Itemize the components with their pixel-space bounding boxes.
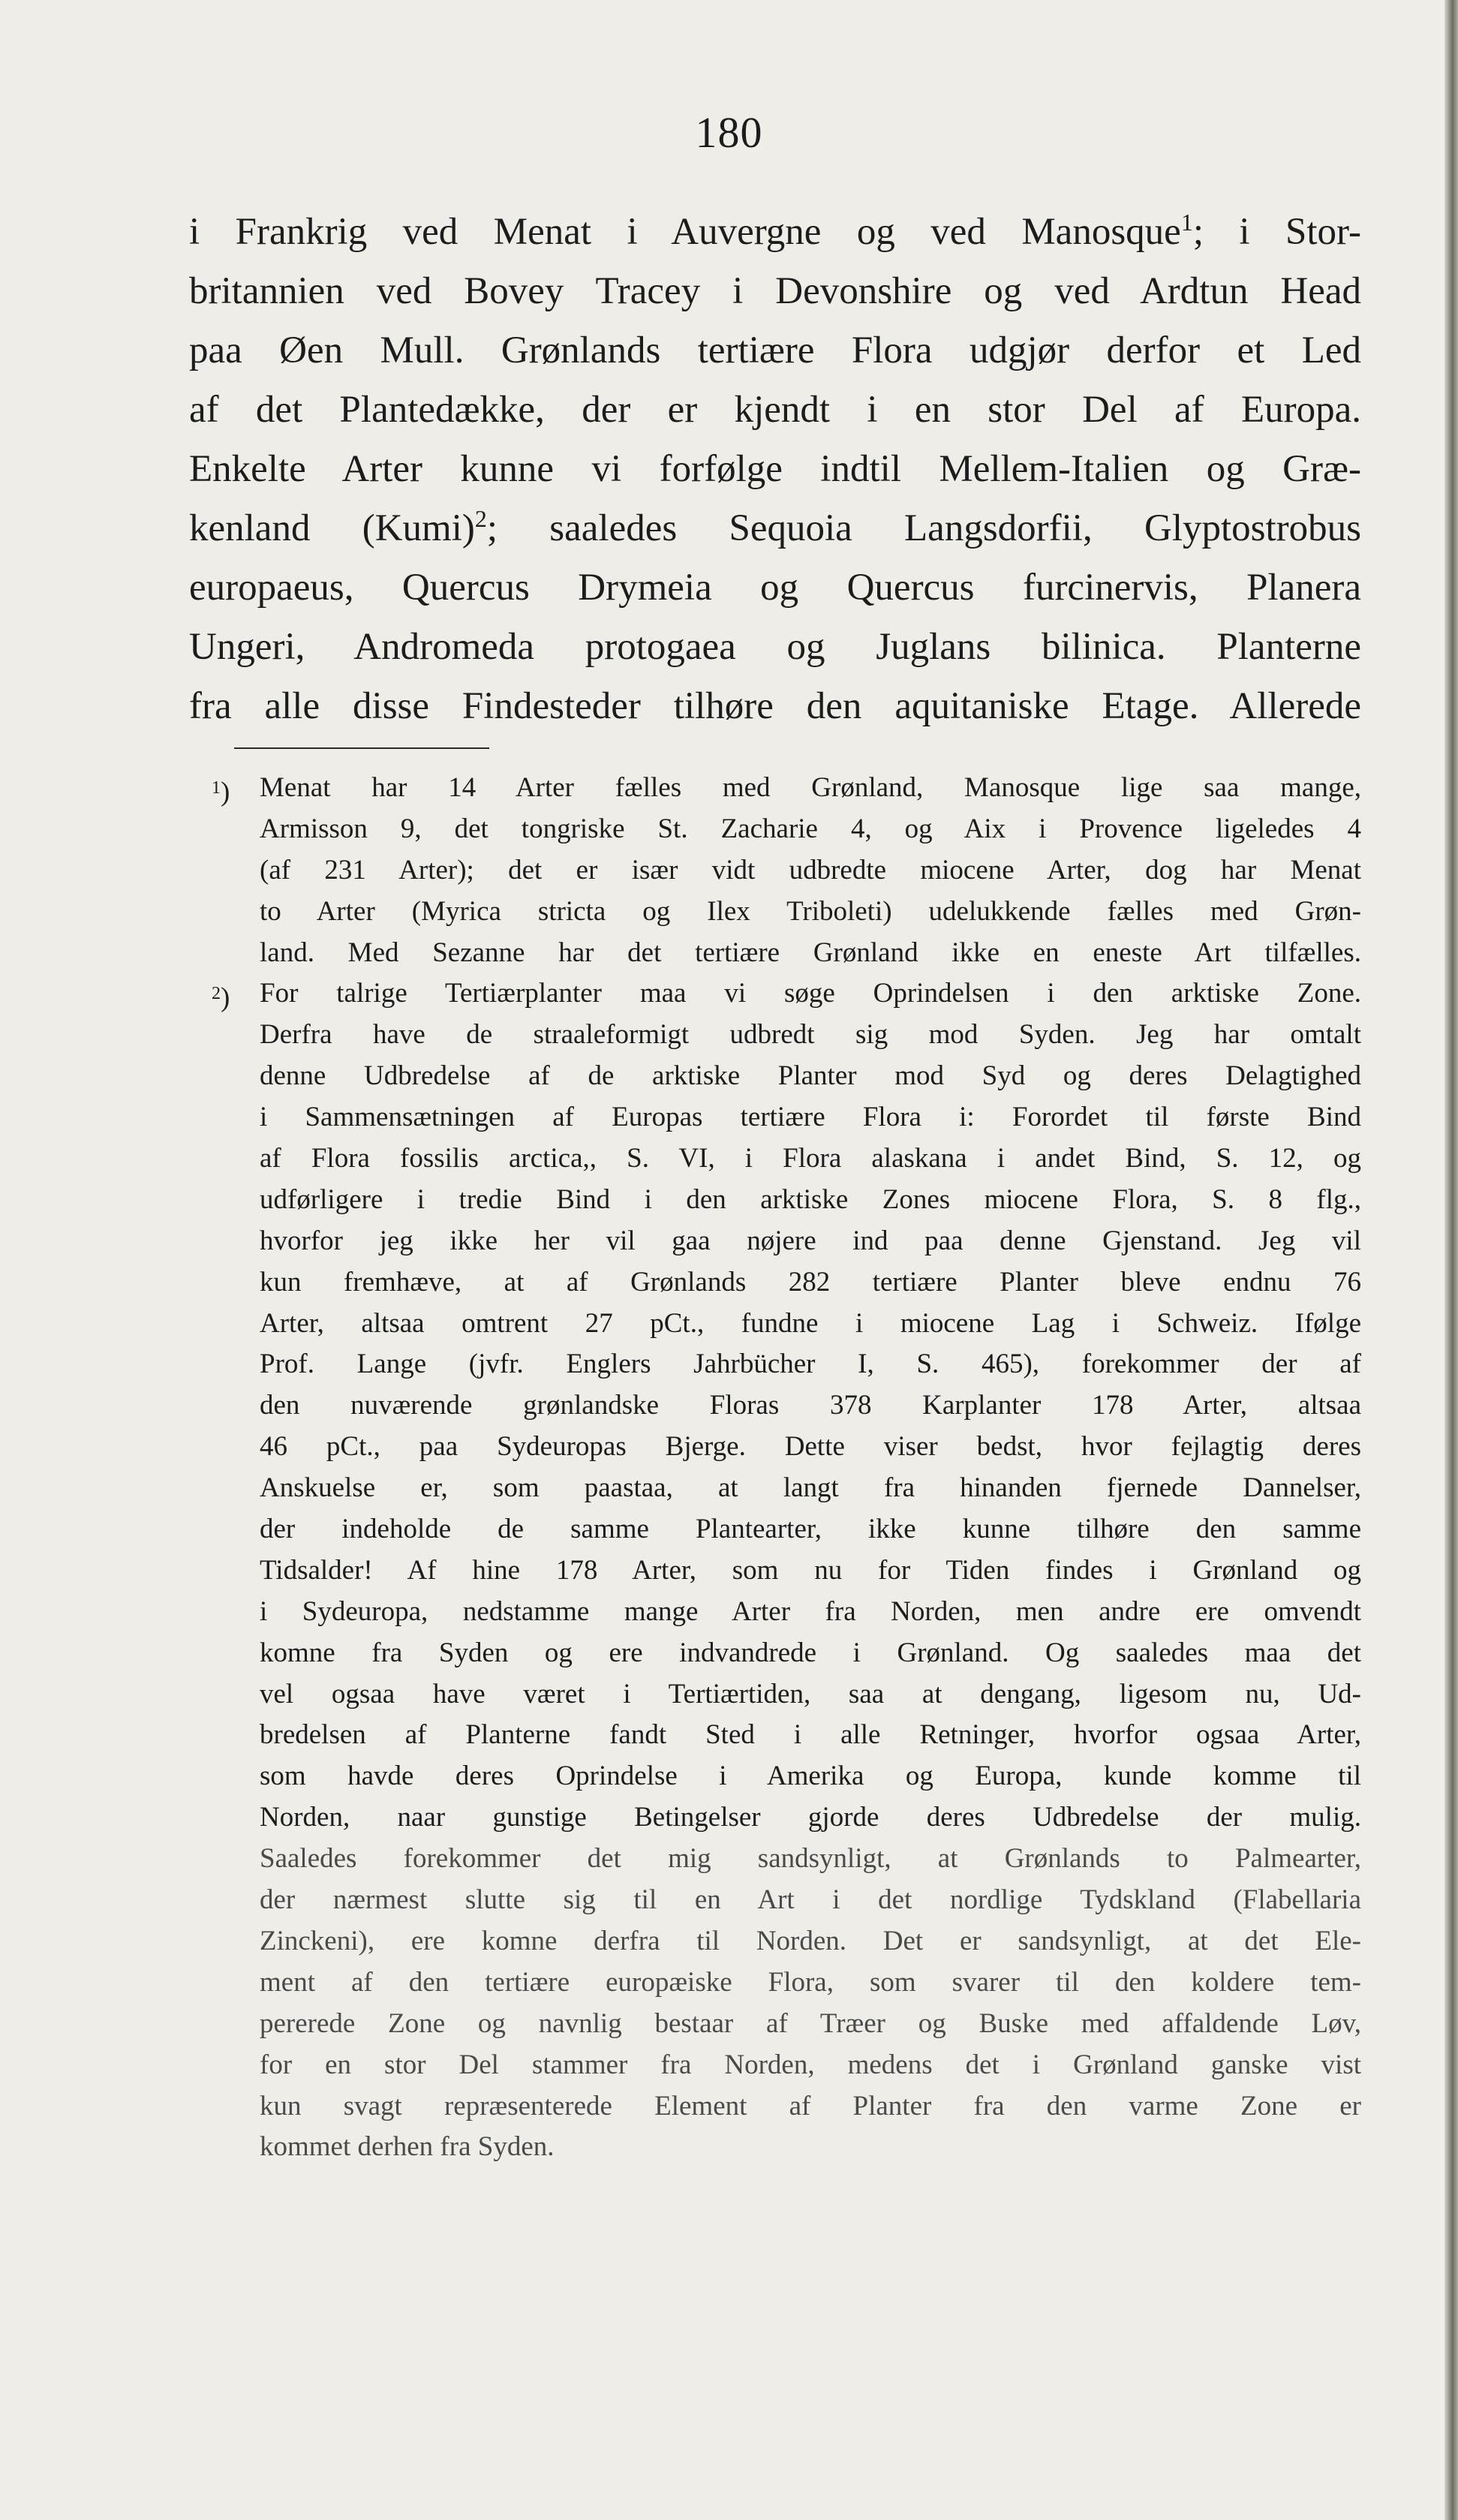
footnote-marker: $^1$) <box>212 777 230 807</box>
footnote-line: for en stor Del stammer fra Norden, medens det i Grønland ganske vist <box>260 2049 1361 2080</box>
footnote-line: Derfra have de straaleformigt udbredt sig mod Syden. Jeg har omtalt <box>260 1019 1361 1051</box>
footnote-line: to Arter (Myrica stricta og Ilex Triboleti) udelukkende fælles med Grøn- <box>260 895 1361 927</box>
footnote-line: Tidsalder! Af hine 178 Arter, som nu for Tiden findes i Grønland og <box>260 1554 1361 1586</box>
footnote-line: der nærmest slutte sig til en Art i det nordlige Tydskland (Flabellaria <box>260 1884 1361 1916</box>
footnote-line: hvorfor jeg ikke her vil gaa nøjere ind paa denne Gjenstand. Jeg vil <box>260 1225 1361 1256</box>
body-line: af det Plantedække, der er kjendt i en stor Del af Europa. <box>189 389 1361 431</box>
footnote-2 <box>212 973 1361 2168</box>
footnote-line: bredelsen af Planterne fandt Sted i alle Retninger, hvorfor ogsaa Arter, <box>260 1719 1361 1751</box>
footnote-1 <box>212 768 1361 973</box>
page-number: 180 <box>695 108 763 157</box>
body-line: britannien ved Bovey Tracey i Devonshire og ved Ardtun Head <box>189 270 1361 312</box>
footnotes <box>212 768 1361 2168</box>
body-line: fra alle disse Findesteder tilhøre den aquitaniske Etage. Allerede <box>189 685 1361 727</box>
footnote-line: kun fremhæve, at af Grønlands 282 tertiære Planter bleve endnu 76 <box>260 1266 1361 1298</box>
footnote-line: ment af den tertiære europæiske Flora, som svarer til den koldere tem- <box>260 1966 1361 1998</box>
footnote-line: som havde deres Oprindelse i Amerika og Europa, kunde komme til <box>260 1761 1361 1792</box>
footnote-line: der indeholde de samme Plantearter, ikke kunne tilhøre den samme <box>260 1514 1361 1545</box>
footnote-line: i Sydeuropa, nedstamme mange Arter fra Norden, men andre ere omvendt <box>260 1595 1361 1627</box>
body-line: Enkelte Arter kunne vi forfølge indtil Mellem-Italien og Græ- <box>189 448 1361 490</box>
footnote-line: Saaledes forekommer det mig sandsynligt, at Grønlands to Palmearter, <box>260 1843 1361 1875</box>
footnote-line: kun svagt repræsenterede Element af Planter fra den varme Zone er <box>260 2090 1361 2122</box>
footnote-line: vel ogsaa have været i Tertiærtiden, saa at dengang, ligesom nu, Ud- <box>260 1678 1361 1710</box>
body-line: i Frankrig ved Menat i Auvergne og ved Manosque$^1$; i Stor- <box>189 209 1361 253</box>
footnote-line: Anskuelse er, som paastaa, at langt fra hinanden fjernede Dannelser, <box>260 1472 1361 1504</box>
main-paragraph <box>189 203 1361 736</box>
footnote-marker: $^2$) <box>212 982 230 1014</box>
body-line: paa Øen Mull. Grønlands tertiære Flora udgjør derfor et Led <box>189 329 1361 371</box>
footnote-line: komne fra Syden og ere indvandrede i Grønland. Og saaledes maa det <box>260 1637 1361 1668</box>
footnote-line: kommet derhen fra Syden. <box>260 2131 555 2163</box>
footnote-ref-1[interactable]: 1 <box>1180 209 1193 236</box>
page-edge-shadow <box>1444 0 1458 2520</box>
footnote-line: Zinckeni), ere komne derfra til Norden. Det er sandsynligt, at det Ele- <box>260 1925 1361 1956</box>
footnote-line: denne Udbredelse af de arktiske Planter mod Syd og deres Delagtighed <box>260 1060 1361 1092</box>
footnote-line: den nuværende grønlandske Floras 378 Karplanter 178 Arter, altsaa <box>260 1390 1361 1421</box>
footnote-line: $^1$) Menat har 14 Arter fælles med Grønland, Manosque lige saa mange, <box>212 768 1361 809</box>
footnote-ref-2[interactable]: 2 <box>474 505 487 532</box>
footnote-line: pererede Zone og navnlig bestaar af Træer og Buske med affaldende Løv, <box>260 2007 1361 2039</box>
footnote-line: udførligere i tredie Bind i den arktiske Zones miocene Flora, S. 8 flg., <box>260 1183 1361 1215</box>
footnote-separator <box>234 747 489 749</box>
footnote-line: (af 231 Arter); det er især vidt udbredte miocene Arter, dog har Menat <box>260 854 1361 886</box>
footnote-line: i Sammensætningen af Europas tertiære Flora i: Forordet til første Bind <box>260 1102 1361 1133</box>
footnote-line: af Flora fossilis arctica,, S. VI, i Flora alaskana i andet Bind, S. 12, og <box>260 1143 1361 1174</box>
footnote-line: Prof. Lange (jvfr. Englers Jahrbücher I, S. 465), forekommer der af <box>260 1349 1361 1380</box>
body-line: Ungeri, Andromeda protogaea og Juglans bilinica. Planterne <box>189 626 1361 668</box>
footnote-line: 46 pCt., paa Sydeuropas Bjerge. Dette viser bedst, hvor fejlagtig deres <box>260 1431 1361 1463</box>
footnote-line: Armisson 9, det tongriske St. Zacharie 4, og Aix i Provence ligeledes 4 <box>260 813 1361 844</box>
footnote-line: $^2$) For talrige Tertiærplanter maa vi søge Oprindelsen i den arktiske Zone. <box>212 973 1361 1015</box>
body-line: kenland (Kumi)$^2$; saaledes Sequoia Langsdorfii, Glyptostrobus <box>189 505 1361 549</box>
footnote-line: Arter, altsaa omtrent 27 pCt., fundne i miocene Lag i Schweiz. Ifølge <box>260 1307 1361 1339</box>
footnote-line: Norden, naar gunstige Betingelser gjorde deres Udbredelse der mulig. <box>260 1802 1361 1833</box>
body-line: europaeus, Quercus Drymeia og Quercus furcinervis, Planera <box>189 567 1361 609</box>
footnote-line: land. Med Sezanne har det tertiære Grønland ikke en eneste Art tilfælles. <box>260 937 1361 968</box>
